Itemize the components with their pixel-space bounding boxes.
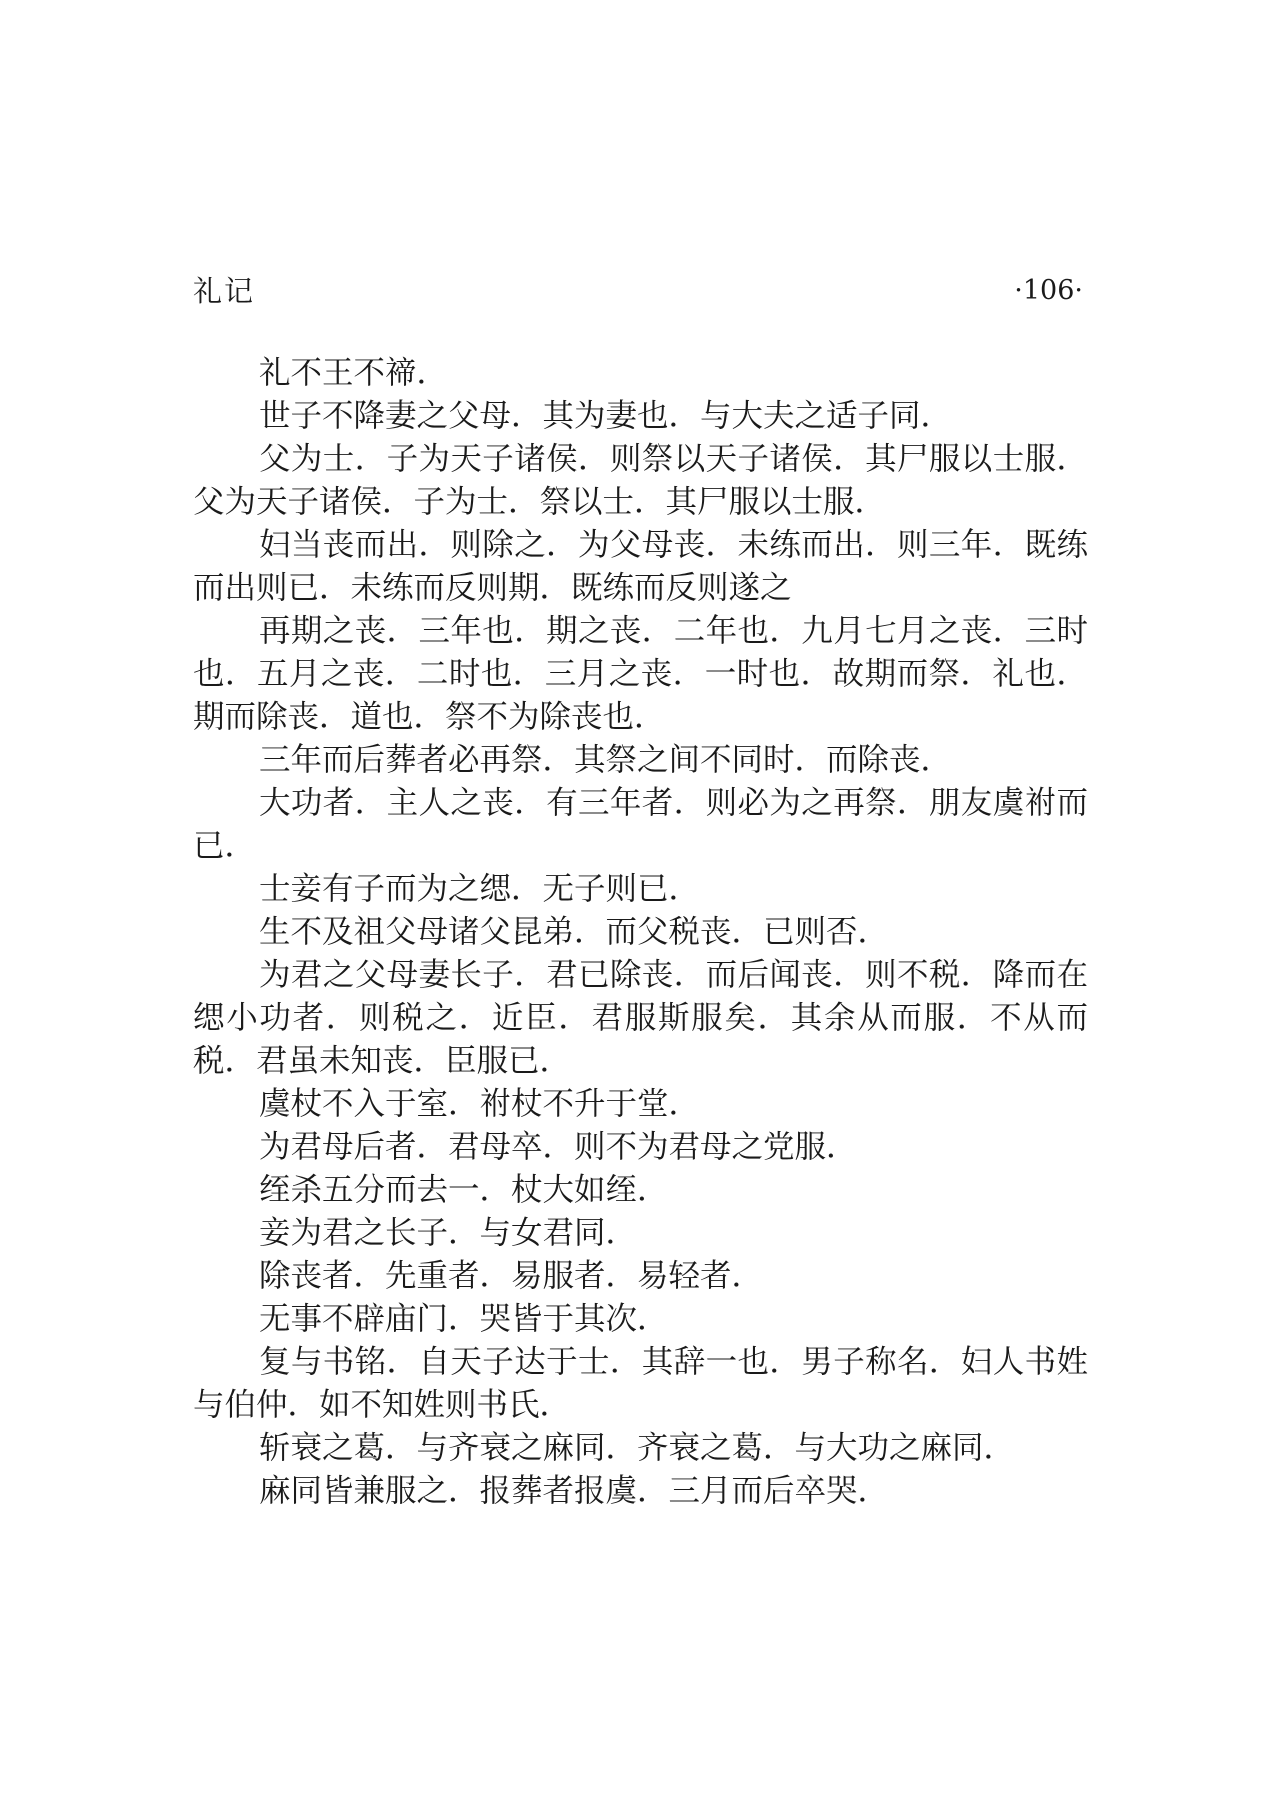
paragraph: 大功者．主人之丧．有三年者．则必为之再祭．朋友虞祔而已．: [193, 785, 1088, 864]
paragraph: 除丧者．先重者．易服者．易轻者．: [259, 1258, 764, 1294]
page-number: ·106·: [1014, 275, 1083, 306]
paragraph: 妇当丧而出．则除之．为父母丧．未练而出．则三年．既练而出则已．未练而反则期．既练而反则遂之: [193, 527, 1088, 606]
paragraph: 绖杀五分而去一．杖大如绖．: [259, 1172, 669, 1208]
paragraph: 世子不降妻之父母．其为妻也．与大夫之适子同．: [259, 398, 953, 434]
paragraph: 麻同皆兼服之．报葬者报虞．三月而后卒哭．: [259, 1473, 890, 1509]
paragraph: 为君之父母妻长子．君已除丧．而后闻丧．则不税．降而在缌小功者．则税之．近臣．君服斯服矣．其余从而服．不从而税．君虽未知丧．臣服已．: [193, 957, 1088, 1079]
paragraph: 礼不王不禘．: [259, 355, 449, 391]
book-title: 礼记: [193, 274, 256, 308]
paragraph: 复与书铭．自天子达于士．其辞一也．男子称名．妇人书姓与伯仲．如不知姓则书氏．: [193, 1344, 1088, 1423]
paragraph: 无事不辟庙门．哭皆于其次．: [259, 1301, 669, 1337]
paragraph: 妾为君之长子．与女君同．: [259, 1215, 638, 1251]
paragraph: 斩衰之葛．与齐衰之麻同．齐衰之葛．与大功之麻同．: [259, 1430, 1016, 1466]
paragraph: 再期之丧．三年也．期之丧．二年也．九月七月之丧．三时也．五月之丧．二时也．三月之丧．一时也．故期而祭．礼也．期而除丧．道也．祭不为除丧也．: [193, 613, 1088, 735]
paragraph: 为君母后者．君母卒．则不为君母之党服．: [259, 1129, 858, 1165]
paragraph: 父为士．子为天子诸侯．则祭以天子诸侯．其尸服以士服．父为天子诸侯．子为士．祭以士．其尸服以士服．: [193, 441, 1088, 520]
paragraph: 生不及祖父母诸父昆弟．而父税丧．已则否．: [259, 914, 890, 950]
page-header: [193, 268, 1083, 314]
paragraph: 三年而后葬者必再祭．其祭之间不同时．而除丧．: [259, 742, 953, 778]
body-text: [193, 352, 1088, 1513]
paragraph: 士妾有子而为之缌．无子则已．: [259, 871, 701, 907]
paragraph: 虞杖不入于室．祔杖不升于堂．: [259, 1086, 701, 1122]
